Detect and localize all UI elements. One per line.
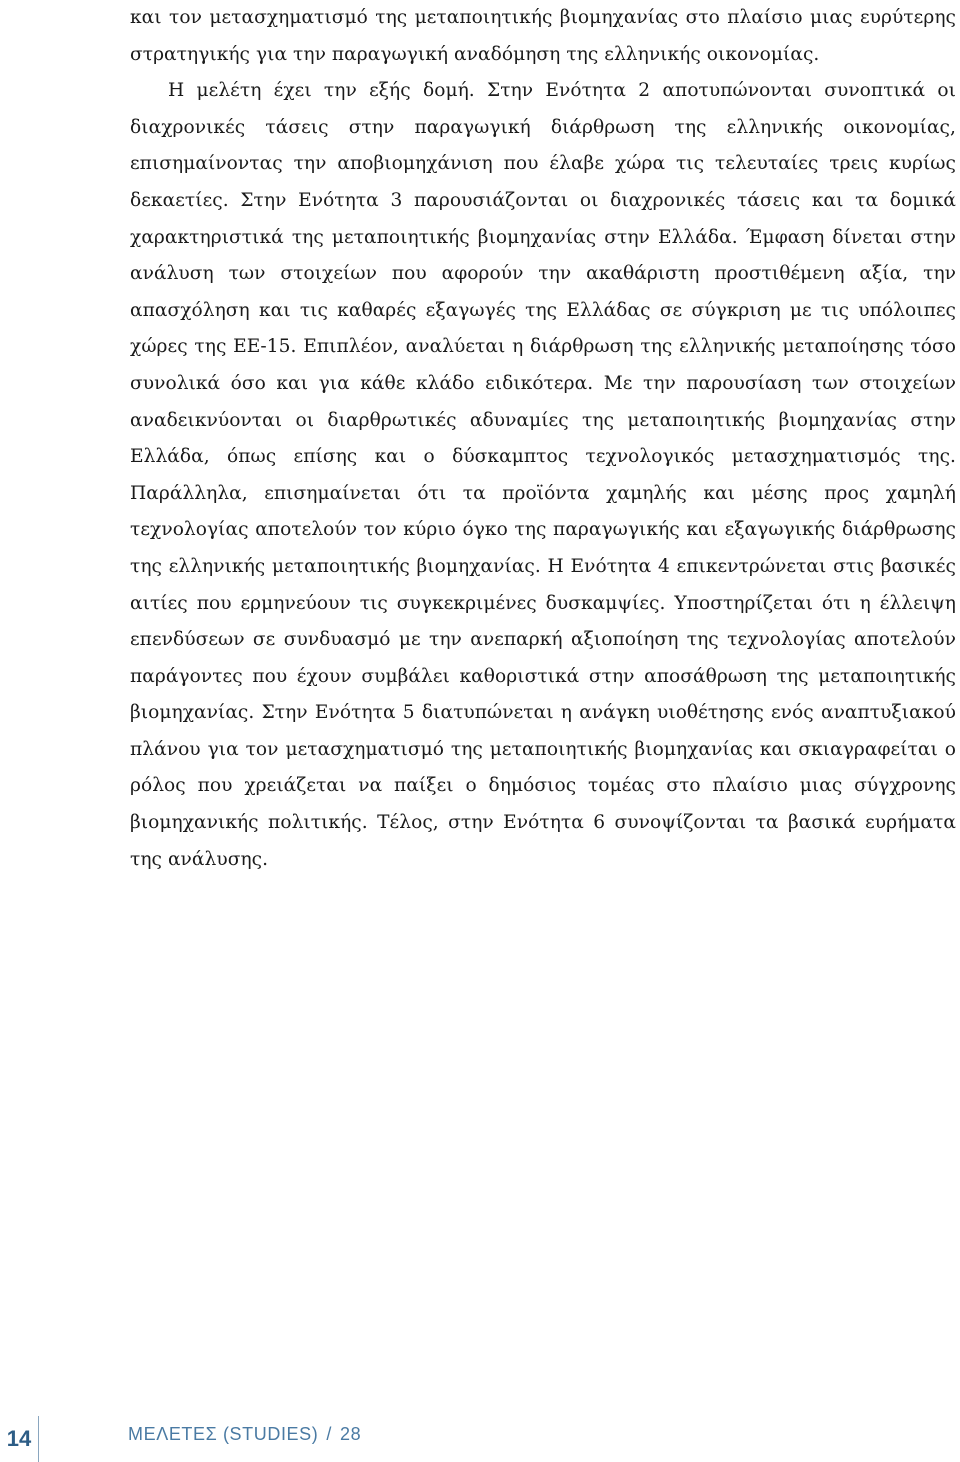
page-body [130,0,956,878]
series-name: ΜΕΛΕΤΕΣ (STUDIES) [128,1424,319,1444]
series-separator: / [326,1424,332,1444]
series-number: 28 [339,1424,362,1444]
body-paragraph: Η μελέτη έχει την εξής δομή. Στην Ενότητα 2 αποτυπώνονται συνοπτικά οι διαχρονικές τάσεις στην παραγωγική διάρθρωση της ελληνικής οικονομίας, επισημαίνοντας την αποβιομηχάνιση που έλαβε χώρα τις τελευταίες τρεις κυρίως δεκαετίες. Στην Ενότητα 3 παρουσιάζονται οι διαχρονικές τάσεις και τα δομικά χαρακτηριστικά της μεταποιητικής βιομηχανίας στην Ελλάδα. Έμφαση δίνεται στην ανάλυση των στοιχείων που αφορούν την ακαθάριστη προστιθέμενη αξία, την απασχόληση και τις καθαρές εξαγωγές της Ελλάδας σε σύγκριση με τις υπόλοιπες χώρες της ΕΕ-15. Επιπλέον, αναλύεται η διάρθρωση της ελληνικής μεταποίησης τόσο συνολικά όσο και για κάθε κλάδο ειδικότερα. Με την παρουσίαση των στοιχείων αναδεικνύονται οι διαρθρωτικές αδυναμίες της μεταποιητικής βιομηχανίας στην Ελλάδα, όπως επίσης και ο δύσκαμπτος τεχνολογικός μετασχηματισμός της. Παράλληλα, επισημαίνεται ότι τα προϊόντα χαμηλής και μέσης προς χαμηλή τεχνολογίας αποτελούν τον κύριο όγκο της παραγωγικής και εξαγωγικής διάρθρωσης της ελληνικής μεταποιητικής βιομηχανίας. Η Ενότητα 4 επικεντρώνεται στις βασικές αιτίες που ερμηνεύουν τις συγκεκριμένες δυσκαμψίες. Υποστηρίζεται ότι η έλλειψη επενδύσεων σε συνδυασμό με την ανεπαρκή αξιοποίηση της τεχνολογίας αποτελούν παράγοντες που έχουν συμβάλει καθοριστικά στην αποσάθρωση της μεταποιητικής βιομηχανίας. Στην Ενότητα 5 διατυπώνεται η ανάγκη υιοθέτησης ενός αναπτυξιακού πλάνου για τον μετασχηματισμό της μεταποιητικής βιομηχανίας και σκιαγραφείται ο ρόλος που χρειάζεται να παίξει ο δημόσιος τομέας στο πλαίσιο μιας σύγχρονης βιομηχανικής πολιτικής. Τέλος, στην Ενότητα 6 συνοψίζονται τα βασικά ευρήματα της ανάλυσης. [130,80,956,870]
page-footer [0,1408,960,1462]
body-paragraph: και τον μετασχηματισμό της μεταποιητικής βιομηχανίας στο πλαίσιο μιας ευρύτερης στρατηγικής για την παραγωγική αναδόμηση της ελληνικής οικονομίας. [130,7,956,65]
series-label [128,1424,361,1445]
page-number: 14 [0,1416,39,1462]
